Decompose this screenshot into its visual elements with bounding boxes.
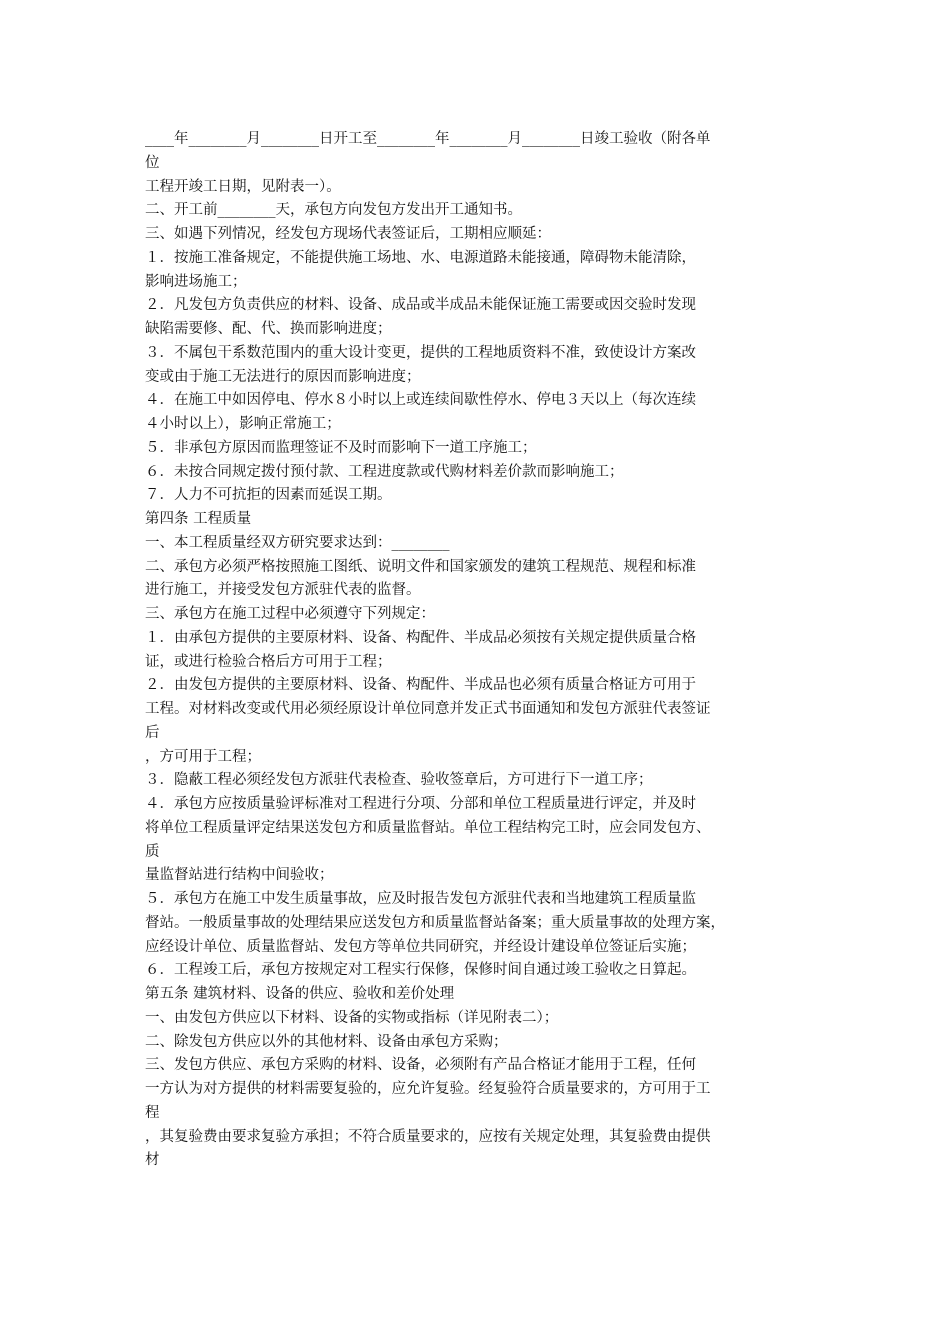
text-line: 二、开工前________天，承包方向发包方发出开工通知书。	[145, 202, 522, 219]
text-line: 一方认为对方提供的材料需要复验的，应允许复验。经复验符合质量要求的，方可用于工	[145, 1081, 711, 1097]
section-heading: 第四条 工程质量	[145, 511, 252, 527]
text-line: ６．未按合同规定拨付预付款、工程进度款或代购材料差价款而影响施工；	[145, 463, 624, 480]
text-line: ５．非承包方原因而监理签证不及时而影响下一道工序施工；	[145, 439, 537, 456]
text-line: 进行施工，并接受发包方派驻代表的监督。	[145, 582, 421, 599]
text-line: ３．不属包干系数范围内的重大设计变更，提供的工程地质资料不准，致使设计方案改	[145, 344, 696, 361]
text-line: 三、承包方在施工过程中必须遵守下列规定：	[145, 606, 435, 622]
text-line: 质	[145, 843, 160, 860]
text-line: 督站。一般质量事故的处理结果应送发包方和质量监督站备案；重大质量事故的处理方案，	[145, 914, 725, 931]
text-line: 应经设计单位、质量监督站、发包方等单位共同研究，并经设计建设单位签证后实施；	[145, 938, 696, 955]
text-line: 变或由于施工无法进行的原因而影响进度；	[145, 368, 421, 385]
text-line: 影响进场施工；	[145, 273, 247, 290]
text-line: １．由承包方提供的主要原材料、设备、构配件、半成品必须按有关规定提供质量合格	[145, 629, 696, 646]
text-line: 二、除发包方供应以外的其他材料、设备由承包方采购；	[145, 1033, 508, 1050]
text-line: ６．工程竣工后，承包方按规定对工程实行保修，保修时间自通过竣工验收之日算起。	[145, 962, 696, 979]
text-line: ，方可用于工程；	[145, 748, 261, 765]
text-line: 一、本工程质量经双方研究要求达到：________	[145, 534, 450, 551]
text-line: 证，或进行检验合格后方可用于工程；	[145, 653, 392, 670]
text-line: 工程。对材料改变或代用必须经原设计单位同意并发正式书面通知和发包方派驻代表签证	[145, 701, 711, 717]
text-line: 材	[145, 1152, 160, 1169]
text-line: ２．凡发包方负责供应的材料、设备、成品或半成品未能保证施工需要或因交验时发现	[145, 297, 696, 314]
text-line: 二、承包方必须严格按照施工图纸、说明文件和国家颁发的建筑工程规范、规程和标准	[145, 558, 696, 575]
text-line: 三、如遇下列情况，经发包方现场代表签证后，工期相应顺延：	[145, 226, 551, 242]
text-line: 缺陷需要修、配、代、换而影响进度；	[145, 321, 392, 337]
text-line: １．按施工准备规定，不能提供施工场地、水、电源道路未能接通，障碍物未能清除，	[145, 249, 696, 266]
document-page	[145, 128, 815, 1173]
text-line: ４．在施工中如因停电、停水８小时以上或连续间歇性停水、停电３天以上（每次连续	[145, 392, 696, 409]
text-line: ３．隐蔽工程必须经发包方派驻代表检查、验收签章后，方可进行下一道工序；	[145, 772, 653, 789]
text-line: 程	[145, 1104, 160, 1121]
text-line: ____年________月________日开工至________年________月________日竣工验收（附各单	[145, 131, 711, 147]
text-line: 将单位工程质量评定结果送发包方和质量监督站。单位工程结构完工时，应会同发包方、	[145, 819, 711, 836]
section-heading: 第五条 建筑材料、设备的供应、验收和差价处理	[145, 986, 455, 1002]
text-line: 一、由发包方供应以下材料、设备的实物或指标（详见附表二）；	[145, 1009, 559, 1026]
text-line: 后	[145, 724, 160, 741]
text-line: ２．由发包方提供的主要原材料、设备、构配件、半成品也必须有质量合格证方可用于	[145, 677, 696, 694]
text-line: 三、发包方供应、承包方采购的材料、设备，必须附有产品合格证才能用于工程，任何	[145, 1057, 696, 1074]
text-line: 量监督站进行结构中间验收；	[145, 867, 334, 884]
text-line: ５．承包方在施工中发生质量事故，应及时报告发包方派驻代表和当地建筑工程质量监	[145, 891, 696, 907]
text-line: ４．承包方应按质量验评标准对工程进行分项、分部和单位工程质量进行评定，并及时	[145, 796, 696, 812]
text-line: ４小时以上），影响正常施工；	[145, 416, 341, 432]
text-line: ，其复验费由要求复验方承担；不符合质量要求的，应按有关规定处理，其复验费由提供	[145, 1128, 711, 1145]
text-line: 工程开竣工日期，见附表一）。	[145, 178, 341, 195]
text-line: ７．人力不可抗拒的因素而延误工期。	[145, 487, 392, 504]
text-line: 位	[145, 154, 160, 171]
